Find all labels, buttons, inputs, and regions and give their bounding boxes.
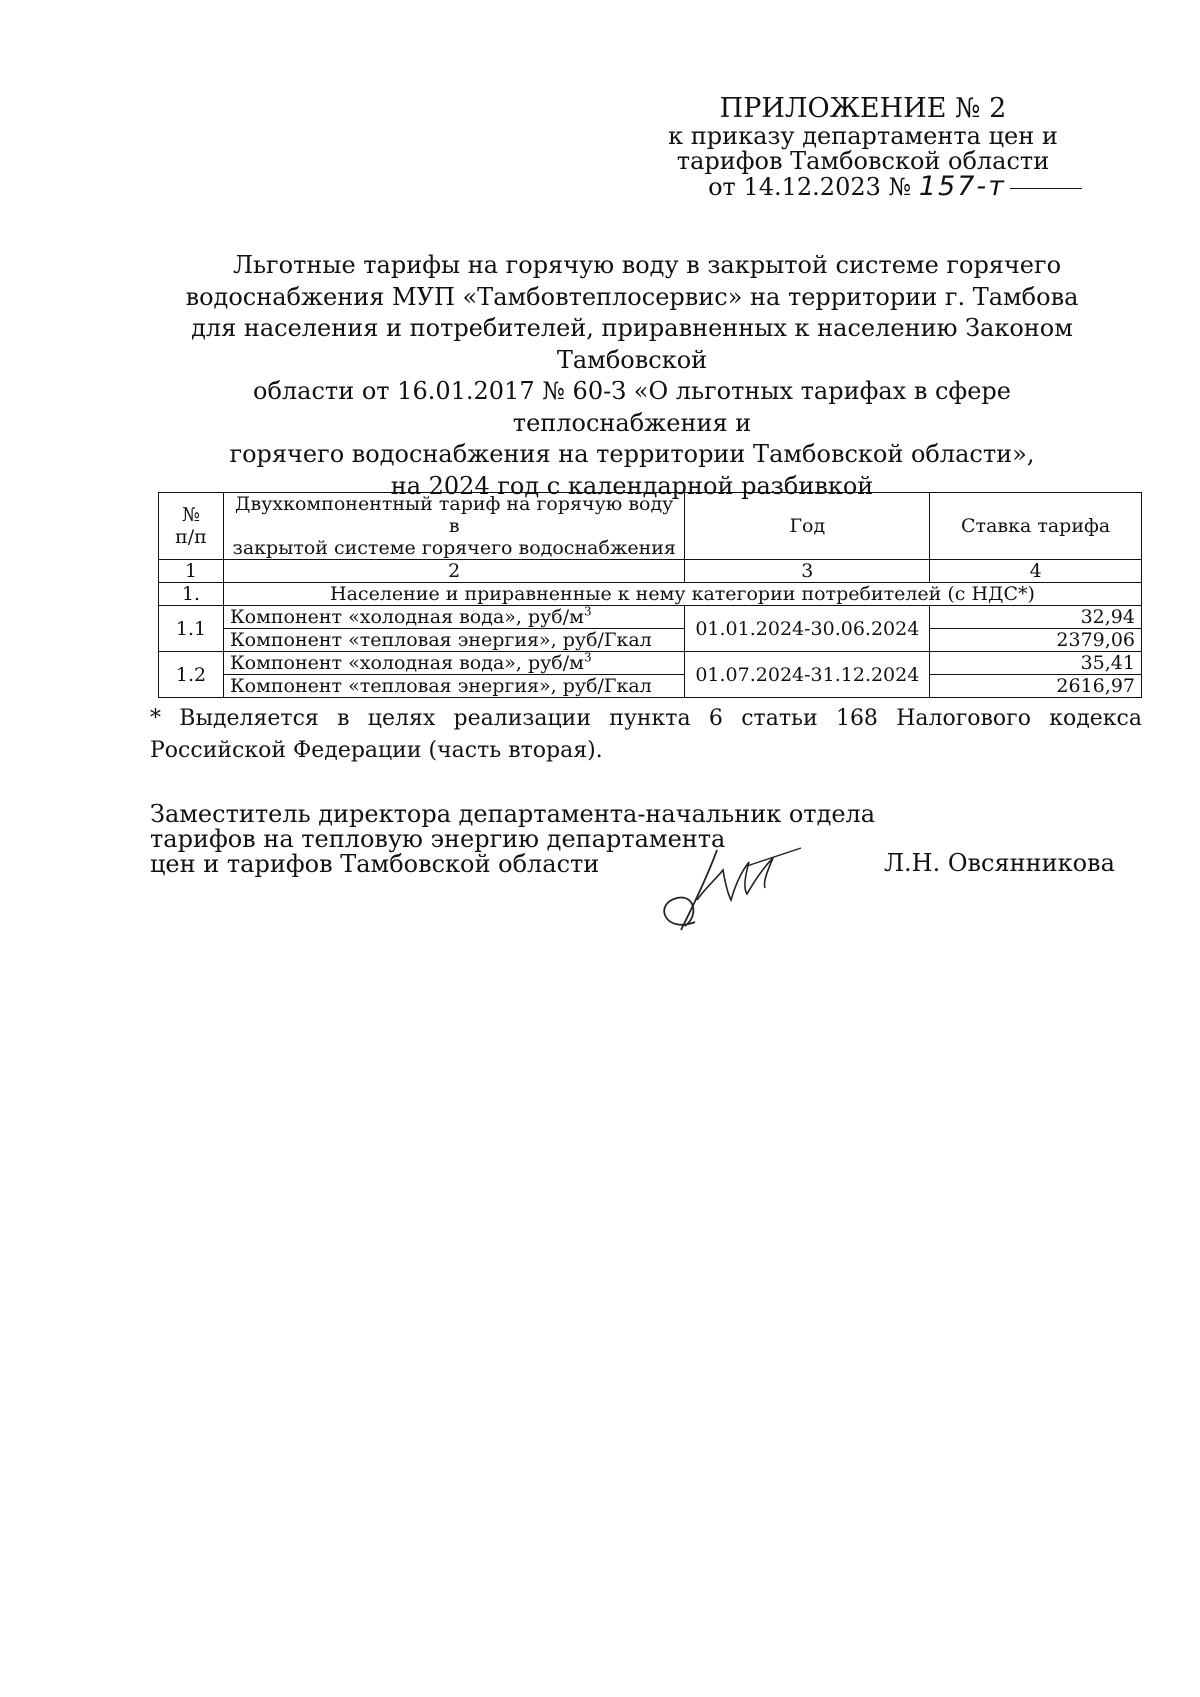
rate-cell: 35,41 (930, 652, 1142, 675)
title-line: области от 16.01.2017 № 60-З «О льготных тарифах в сфере теплоснабжения и (253, 377, 1011, 437)
title-line: на 2024 год с календарной разбивкой (390, 471, 874, 500)
column-number: 2 (223, 560, 685, 583)
appendix-title: ПРИЛОЖЕНИЕ № 2 (719, 93, 1007, 124)
header-number: № п/п (159, 493, 224, 560)
component-cell: Компонент «холодная вода», руб/$м^3$ (223, 652, 685, 675)
rate-cell: 32,94 (930, 606, 1142, 629)
title-line: водоснабжения МУП «Тамбовтеплосервис» на территории г. Тамбова (185, 282, 1079, 311)
period-cell: 01.07.2024-31.12.2024 (685, 652, 930, 698)
period-cell: 01.01.2024-30.06.2024 (685, 606, 930, 652)
appendix-date: от 14.12.2023 № (708, 173, 912, 201)
appendix-header (653, 94, 1073, 200)
appendix-order-line: к приказу департамента цен и (668, 122, 1058, 150)
header-rate: Ставка тарифа (930, 493, 1142, 560)
title-line: для населения и потребителей, приравненных к населению Законом Тамбовской (191, 314, 1073, 374)
signer-line: цен и тарифов Тамбовской области (150, 850, 600, 878)
signer-line: тарифов на тепловую энергию департамента (150, 825, 726, 853)
group-number: 1.2 (159, 652, 224, 698)
header-year: Год (685, 493, 930, 560)
signer-line: Заместитель директора департамента-начальник отдела (150, 800, 876, 828)
table-row (159, 606, 1142, 629)
title-line: горячего водоснабжения на территории Тамбовской области», (229, 440, 1035, 468)
table-header-row (159, 493, 1142, 560)
rate-cell: 2616,97 (930, 675, 1142, 698)
title-line: Льготные тарифы на горячую воду в закрытой системе горячего (232, 251, 1062, 279)
section-label: Население и приравненные к нему категории потребителей (с НДС*) (223, 583, 1141, 606)
footnote: * Выделяется в целях реализации пункта 6 статьи 168 Налогового кодекса Российской Федерации (часть вторая). (150, 706, 1142, 763)
document-title (152, 250, 1112, 502)
section-row (159, 583, 1142, 606)
number-underline (1010, 188, 1082, 189)
table-row (159, 629, 1142, 652)
component-cell: Компонент «тепловая энергия», руб/Гкал (223, 629, 685, 652)
rate-cell: 2379,06 (930, 629, 1142, 652)
tariff-table (158, 492, 1142, 698)
component-cell: Компонент «тепловая энергия», руб/Гкал (223, 675, 685, 698)
column-number: 3 (685, 560, 930, 583)
section-number: 1. (159, 583, 224, 606)
component-cell: Компонент «холодная вода», руб/$м^3$ (223, 606, 685, 629)
signer-name: Л.Н. Овсянникова (884, 849, 1115, 877)
group-number: 1.1 (159, 606, 224, 652)
column-number: 1 (159, 560, 224, 583)
header-tariff: Двухкомпонентный тариф на горячую воду в закрытой системе горячего водоснабжения (223, 493, 685, 560)
column-numbers-row (159, 560, 1142, 583)
appendix-department-line: тарифов Тамбовской области (676, 147, 1050, 175)
handwritten-order-number: 157-т (918, 171, 1006, 202)
appendix-date-line (685, 171, 1105, 202)
signature-image (655, 842, 815, 937)
table-row (159, 652, 1142, 675)
column-number: 4 (930, 560, 1142, 583)
table-row (159, 675, 1142, 698)
